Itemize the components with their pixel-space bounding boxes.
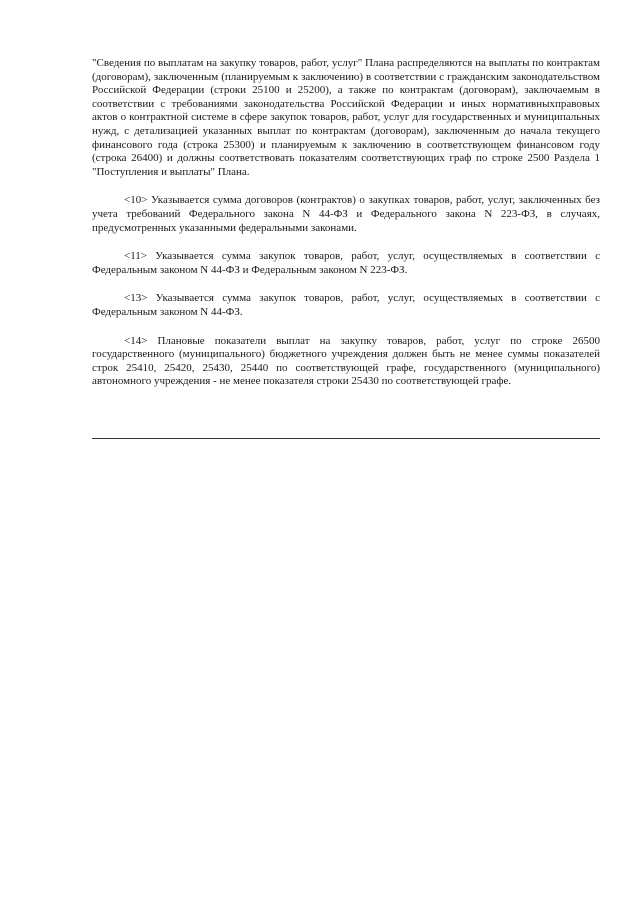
document-body [92, 57, 600, 404]
paragraph-plan-distribution: "Сведения по выплатам на закупку товаров, работ, услуг" Плана распределяются на выплаты по контрактам (договорам), заключенным (планируемым к заключению) в соответствии с гражданским законодательством Российской Федерации (строки 25100 и 25200), а также по контрактам (договорам), заключаемым в соответствии с требованиями законодательства Российской Федерации и иных нормативныхправовых актов о контрактной системе в сфере закупок товаров, работ, услуг для государственных и муниципальных нужд, с детализацией указанных выплат по контрактам (договорам), заключенным до начала текущего финансового года (строка 25300) и планируемым к заключению в соответствующем финансовом году (строка 26400) и должны соответствовать показателям соответствующих граф по строке 2500 Раздела 1 "Поступления и выплаты" Плана. [92, 57, 600, 178]
footnote-11: <11> Указывается сумма закупок товаров, работ, услуг, осуществляемых в соответствии с Федеральным законом N 44-ФЗ и Федеральным законом N 223-ФЗ. [92, 250, 600, 276]
footnote-14: <14> Плановые показатели выплат на закупку товаров, работ, услуг по строке 26500 государственного (муниципального) бюджетного учреждения должен быть не менее суммы показателей строк 25410, 25420, 25430, 25440 по соответствующей графе, государственного (муниципального) автономного учреждения - не менее показателя строки 25430 по соответствующей графе. [92, 334, 600, 388]
footnote-10: <10> Указывается сумма договоров (контрактов) о закупках товаров, работ, услуг, заключенных без учета требований Федерального закона N 44-ФЗ и Федерального закона N 223-ФЗ, в случаях, предусмотренных указанными федеральными законами. [92, 194, 600, 234]
end-rule-divider [92, 438, 600, 439]
footnote-13: <13> Указывается сумма закупок товаров, работ, услуг, осуществляемых в соответствии с Федеральным законом N 44-ФЗ. [92, 292, 600, 318]
